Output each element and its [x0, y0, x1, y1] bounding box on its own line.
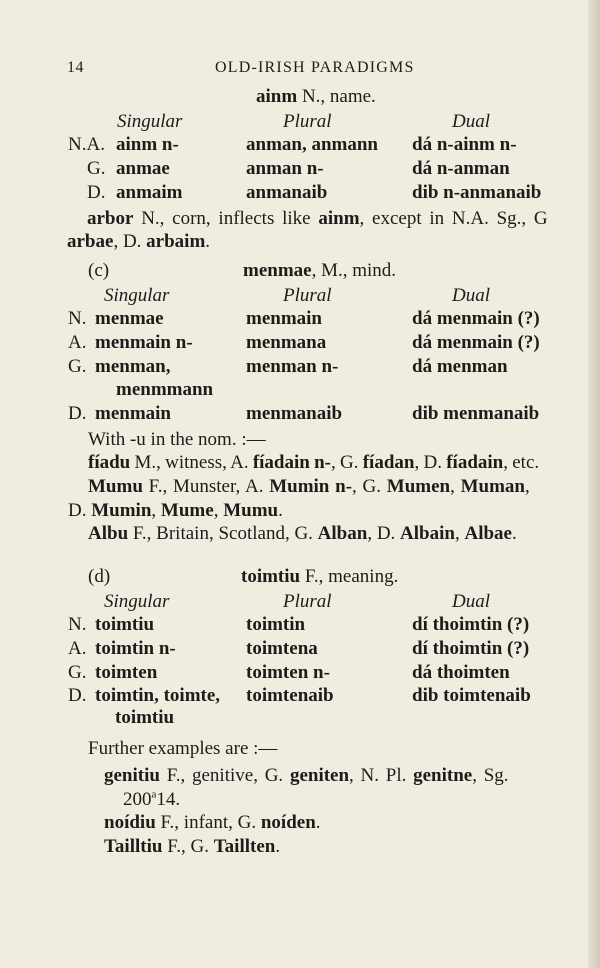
tailltiu-line — [104, 836, 280, 858]
form: Albae — [464, 523, 512, 544]
running-title: OLD-IRISH PARADIGMS — [215, 59, 415, 76]
col-plural: Plural — [283, 591, 332, 612]
form-plural: menmanaib — [246, 403, 343, 424]
text: , D. — [414, 452, 447, 473]
case-label: D. — [68, 403, 87, 424]
form-plural: menmain — [246, 308, 322, 329]
headword: menmae — [243, 260, 312, 281]
case-label: G. — [68, 662, 87, 683]
text: , G. — [331, 452, 363, 473]
col-plural: Plural — [283, 285, 332, 306]
form-dual: dib menmanaib — [412, 403, 540, 424]
case-label: N. — [68, 308, 87, 329]
form: fíadain n- — [252, 452, 331, 473]
form-dual: dib toimtenaib — [412, 685, 531, 706]
form-dual: dá thoimten — [412, 662, 510, 683]
form: Mumin — [91, 500, 152, 521]
form-singular: menmain — [95, 403, 171, 424]
form: noíden — [260, 812, 316, 833]
col-dual: Dual — [452, 111, 490, 132]
headword: Albu — [88, 523, 129, 544]
section-label: (c) — [88, 260, 110, 281]
form-plural: menmana — [246, 332, 327, 353]
case-label: G. — [87, 158, 106, 179]
case-label: D. — [68, 685, 87, 706]
text: . — [275, 836, 281, 857]
text: . — [315, 812, 321, 833]
text: . — [278, 500, 283, 521]
form-plural: toimten n- — [246, 662, 330, 683]
form: fíadan — [362, 452, 415, 473]
text: , D. — [367, 523, 401, 544]
form-plural: toimtena — [246, 638, 318, 659]
noidiu-line — [104, 812, 321, 834]
form: fíadain — [446, 452, 504, 473]
section-title — [241, 566, 398, 588]
form-singular: menmain n- — [95, 332, 193, 353]
text: M., witness, A. — [130, 452, 253, 473]
form: arbae — [67, 231, 114, 252]
form-singular: toimtin, toimte, — [95, 685, 221, 706]
text: , G. — [352, 476, 387, 497]
form-dual: dá n-ainm n- — [412, 134, 517, 155]
arbor-line-2 — [67, 231, 210, 253]
form-plural: anman n- — [246, 158, 324, 179]
form-dual: dá menman — [412, 356, 508, 377]
form-singular: anmae — [116, 158, 170, 179]
form-singular: menman, — [95, 356, 171, 377]
form: geniten — [289, 765, 350, 786]
text: , — [151, 500, 161, 521]
genitiu-ref — [123, 789, 180, 811]
text: , etc. — [503, 452, 540, 473]
text: , except in N.A. Sg., G — [359, 208, 548, 229]
text: N., corn, inflects like — [133, 208, 319, 229]
section-label: (d) — [88, 566, 111, 587]
form: Taillten — [213, 836, 276, 857]
form-singular: toimten — [95, 662, 158, 683]
case-label: N. — [68, 614, 87, 635]
text: , D. — [113, 231, 147, 252]
text: F., infant, G. — [155, 812, 261, 833]
col-singular: Singular — [117, 111, 183, 132]
text: F., Munster, A. — [142, 476, 270, 497]
page-number: 14 — [67, 59, 84, 76]
case-label: A. — [68, 332, 87, 353]
section-title — [256, 86, 376, 108]
headword: ainm — [256, 86, 298, 107]
text: , — [525, 476, 530, 497]
form: genitne — [413, 765, 473, 786]
text: F., Britain, Scotland, G. — [128, 523, 318, 544]
col-plural: Plural — [283, 111, 332, 132]
text: , — [454, 523, 465, 544]
form-plural: toimtin — [246, 614, 306, 635]
section-title — [243, 260, 396, 282]
form-singular: menmae — [95, 308, 164, 329]
fiadu-line — [88, 452, 539, 474]
albu-line — [88, 523, 517, 545]
text: , Sg. — [472, 765, 509, 786]
text: 14. — [156, 789, 181, 810]
headword: Tailltiu — [104, 836, 163, 857]
form: Mumin n- — [269, 476, 353, 497]
gloss: , M., mind. — [311, 260, 397, 281]
form: Albain — [400, 523, 455, 544]
form: Mume — [160, 500, 214, 521]
text: D. — [68, 500, 92, 521]
case-label: A. — [68, 638, 87, 659]
intro-text: With -u in the nom. :— — [88, 429, 266, 450]
form: Mumen — [386, 476, 451, 497]
text: , N. Pl. — [349, 765, 414, 786]
form-dual: dí thoimtin (?) — [412, 614, 530, 635]
col-singular: Singular — [104, 591, 170, 612]
mumu-line-2 — [68, 500, 283, 522]
form-dual: dá n-anman — [412, 158, 510, 179]
genitiu-line-1 — [104, 765, 509, 787]
form-singular: toimtin n- — [95, 638, 176, 659]
headword: Mumu — [88, 476, 143, 497]
form-plural: anman, anmann — [246, 134, 378, 155]
page-edge-shadow — [588, 0, 600, 968]
text: F., G. — [162, 836, 214, 857]
form-dual: dib n-anmanaib — [412, 182, 542, 203]
gloss: N., name. — [297, 86, 376, 107]
form-singular: toimtiu — [95, 614, 155, 635]
form-singular-alt: menmmann — [116, 379, 214, 400]
headword: noídiu — [104, 812, 156, 833]
form-dual: dí thoimtin (?) — [412, 638, 530, 659]
intro-text: Further examples are :— — [88, 738, 278, 759]
form: Mumu — [223, 500, 279, 521]
superscript: a — [151, 788, 157, 801]
form-dual: dá menmain (?) — [412, 308, 540, 329]
text: 200 — [123, 789, 152, 810]
form-singular: ainm n- — [116, 134, 179, 155]
col-dual: Dual — [452, 591, 490, 612]
form-singular-alt: toimtiu — [115, 707, 175, 728]
col-dual: Dual — [452, 285, 490, 306]
text: F., genitive, G. — [159, 765, 290, 786]
form-plural: toimtenaib — [246, 685, 334, 706]
headword-ref: ainm — [318, 208, 360, 229]
case-label: G. — [68, 356, 87, 377]
case-label: N.A. — [68, 134, 105, 155]
headword: fíadu — [88, 452, 131, 473]
text: , — [450, 476, 461, 497]
form: Alban — [317, 523, 368, 544]
text: . — [511, 523, 517, 544]
headword: toimtiu — [241, 566, 301, 587]
form: arbaim — [146, 231, 206, 252]
arbor-line-1 — [87, 208, 548, 230]
form-plural: menman n- — [246, 356, 339, 377]
gloss: F., meaning. — [300, 566, 399, 587]
col-singular: Singular — [104, 285, 170, 306]
form-dual: dá menmain (?) — [412, 332, 540, 353]
headword: genitiu — [104, 765, 160, 786]
text: . — [205, 231, 211, 252]
text: , — [213, 500, 224, 521]
form: Muman — [460, 476, 525, 497]
mumu-line-1 — [88, 476, 530, 498]
form-plural: anmanaib — [246, 182, 328, 203]
form-singular: anmaim — [116, 182, 183, 203]
headword: arbor — [87, 208, 134, 229]
case-label: D. — [87, 182, 106, 203]
